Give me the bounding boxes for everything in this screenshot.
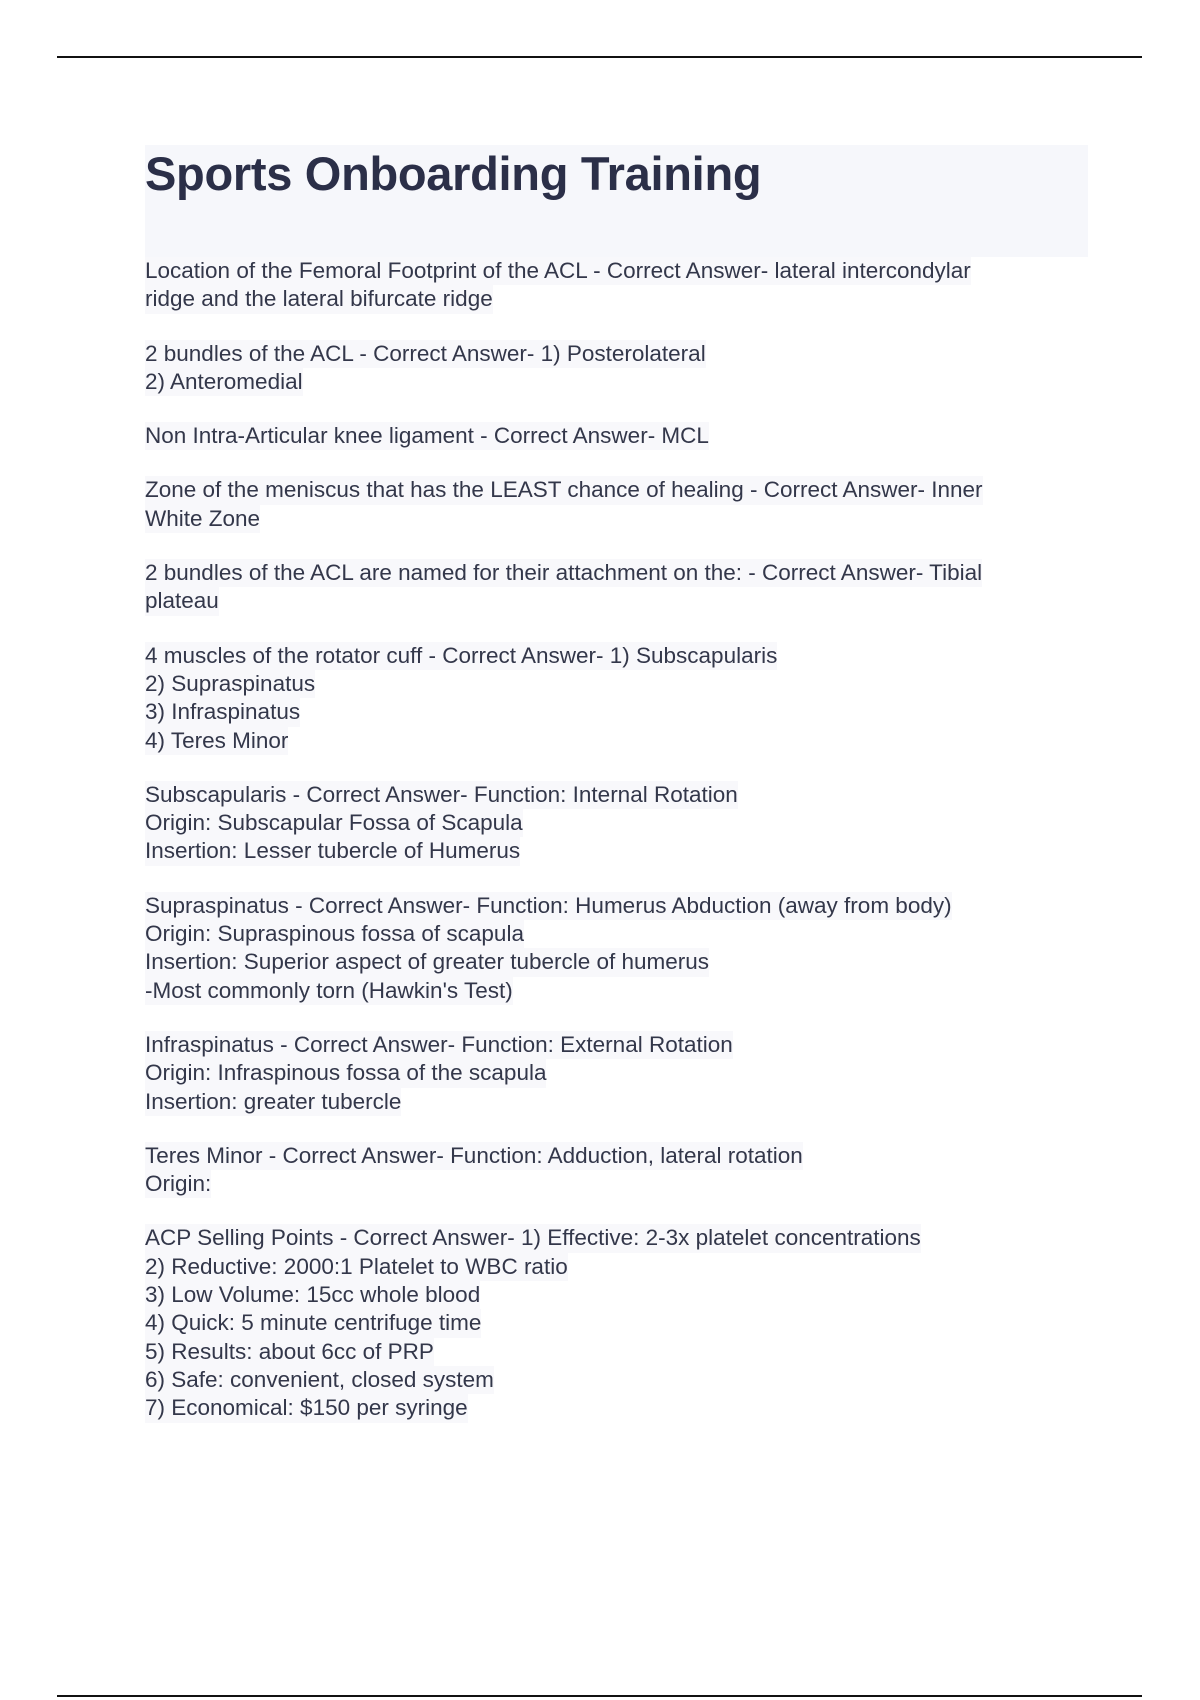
- qa-entry: [145, 340, 1075, 397]
- qa-line: 5) Results: about 6cc of PRP: [145, 1338, 434, 1366]
- qa-line: 2 bundles of the ACL are named for their attachment on the: - Correct Answer- Tibial: [145, 559, 982, 587]
- qa-line: Insertion: greater tubercle: [145, 1088, 401, 1116]
- qa-line: 6) Safe: convenient, closed system: [145, 1366, 494, 1394]
- qa-line: Infraspinatus - Correct Answer- Function: External Rotation: [145, 1031, 733, 1059]
- qa-entry: [145, 781, 1075, 866]
- qa-entry: [145, 257, 1075, 314]
- qa-entry: [145, 1031, 1075, 1116]
- qa-line: Origin:: [145, 1170, 211, 1198]
- qa-line: Location of the Femoral Footprint of the ACL - Correct Answer- lateral intercondylar: [145, 257, 971, 285]
- qa-entry: [145, 642, 1075, 755]
- top-rule: [57, 56, 1142, 58]
- qa-line: 4) Teres Minor: [145, 727, 288, 755]
- qa-line: plateau: [145, 587, 219, 615]
- qa-entry: [145, 1142, 1075, 1199]
- qa-entry: [145, 476, 1075, 533]
- qa-line: Zone of the meniscus that has the LEAST chance of healing - Correct Answer- Inner: [145, 476, 983, 504]
- qa-entry: [145, 559, 1075, 616]
- qa-line: Origin: Supraspinous fossa of scapula: [145, 920, 524, 948]
- qa-line: Subscapularis - Correct Answer- Function: Internal Rotation: [145, 781, 738, 809]
- qa-line: Non Intra-Articular knee ligament - Correct Answer- MCL: [145, 422, 709, 450]
- bottom-rule: [57, 1695, 1142, 1697]
- qa-line: ACP Selling Points - Correct Answer- 1) Effective: 2-3x platelet concentrations: [145, 1224, 921, 1252]
- qa-line: 2) Anteromedial: [145, 368, 303, 396]
- qa-line: 7) Economical: $150 per syringe: [145, 1394, 468, 1422]
- qa-line: Origin: Subscapular Fossa of Scapula: [145, 809, 523, 837]
- qa-line: Supraspinatus - Correct Answer- Function: Humerus Abduction (away from body): [145, 892, 952, 920]
- qa-line: 2) Reductive: 2000:1 Platelet to WBC ratio: [145, 1253, 568, 1281]
- qa-line: 3) Infraspinatus: [145, 698, 300, 726]
- qa-line: ridge and the lateral bifurcate ridge: [145, 285, 493, 313]
- qa-entry: [145, 1224, 1075, 1422]
- qa-line: 2) Supraspinatus: [145, 670, 315, 698]
- page-title: Sports Onboarding Training: [145, 147, 762, 200]
- qa-line: White Zone: [145, 505, 260, 533]
- qa-list: [145, 257, 1075, 1449]
- qa-line: 4) Quick: 5 minute centrifuge time: [145, 1309, 481, 1337]
- qa-line: 3) Low Volume: 15cc whole blood: [145, 1281, 480, 1309]
- qa-line: Insertion: Superior aspect of greater tubercle of humerus: [145, 948, 709, 976]
- qa-line: Origin: Infraspinous fossa of the scapula: [145, 1059, 546, 1087]
- qa-entry: [145, 422, 1075, 450]
- qa-line: 4 muscles of the rotator cuff - Correct Answer- 1) Subscapularis: [145, 642, 777, 670]
- qa-line: Insertion: Lesser tubercle of Humerus: [145, 837, 520, 865]
- qa-line: -Most commonly torn (Hawkin's Test): [145, 977, 513, 1005]
- qa-line: Teres Minor - Correct Answer- Function: Adduction, lateral rotation: [145, 1142, 803, 1170]
- qa-line: 2 bundles of the ACL - Correct Answer- 1) Posterolateral: [145, 340, 706, 368]
- qa-entry: [145, 892, 1075, 1005]
